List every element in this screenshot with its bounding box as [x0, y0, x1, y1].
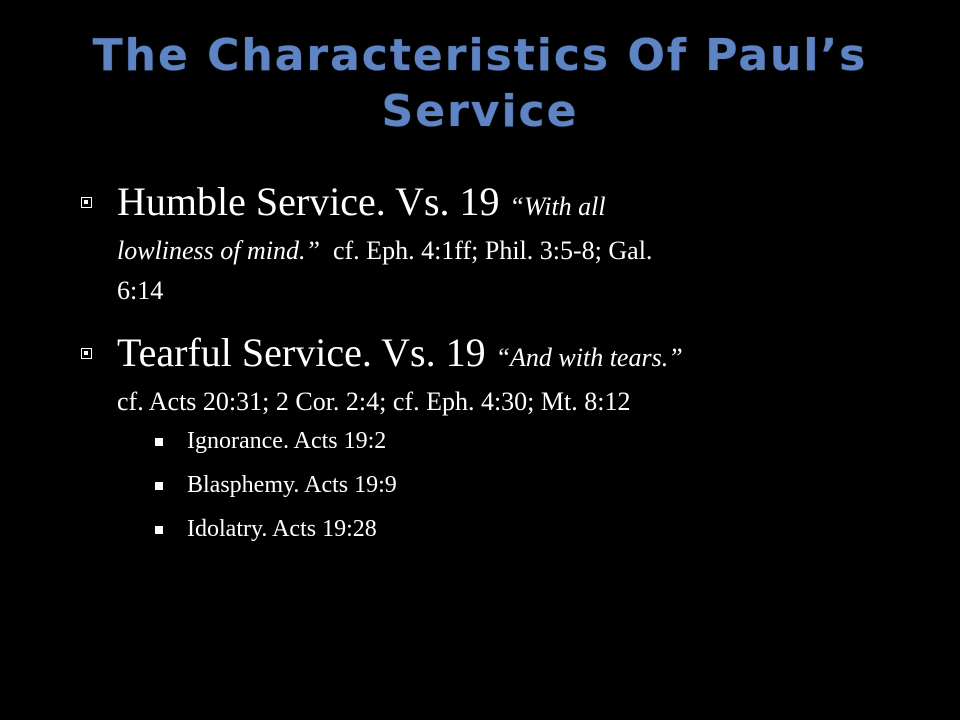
sub-bullet-text: Idolatry. Acts 19:28 [187, 516, 377, 542]
square-bullet-icon [81, 348, 92, 359]
sub-bullet-ignorance [117, 426, 920, 456]
slide-title [60, 28, 900, 140]
square-bullet-icon [155, 438, 163, 446]
bullet-references: cf. Eph. 4:1ff; Phil. 3:5-8; Gal. [332, 236, 653, 265]
bullet-tearful-service [80, 329, 920, 544]
sub-bullet-list [117, 426, 920, 544]
bullet-line [117, 231, 920, 271]
bullet-line [117, 329, 920, 382]
sub-bullet-idolatry [117, 514, 920, 544]
square-bullet-icon [155, 526, 163, 534]
bullet-line [117, 178, 920, 231]
bullet-line [117, 382, 920, 422]
bullet-lead: Tearful Service. Vs. 19 [117, 330, 486, 375]
slide-title-line-1: The Characteristics Of Paul’s [92, 30, 868, 81]
bullet-quote: “And with tears.” [495, 343, 683, 372]
bullet-lead: Humble Service. Vs. 19 [117, 179, 500, 224]
bullet-quote: “With all [509, 192, 606, 221]
slide-body [80, 178, 920, 562]
sub-bullet-text: Blasphemy. Acts 19:9 [187, 472, 397, 498]
bullet-line [117, 271, 920, 311]
square-bullet-icon [81, 197, 92, 208]
bullet-references: 6:14 [117, 276, 164, 305]
bullet-humble-service [80, 178, 920, 311]
sub-bullet-text: Ignorance. Acts 19:2 [187, 428, 387, 454]
square-bullet-icon [155, 482, 163, 490]
bullet-references: cf. Acts 20:31; 2 Cor. 2:4; cf. Eph. 4:30; Mt. 8:12 [117, 387, 631, 416]
slide-title-line-2: Service [381, 86, 579, 137]
sub-bullet-blasphemy [117, 470, 920, 500]
bullet-quote: lowliness of mind.” [117, 236, 320, 265]
